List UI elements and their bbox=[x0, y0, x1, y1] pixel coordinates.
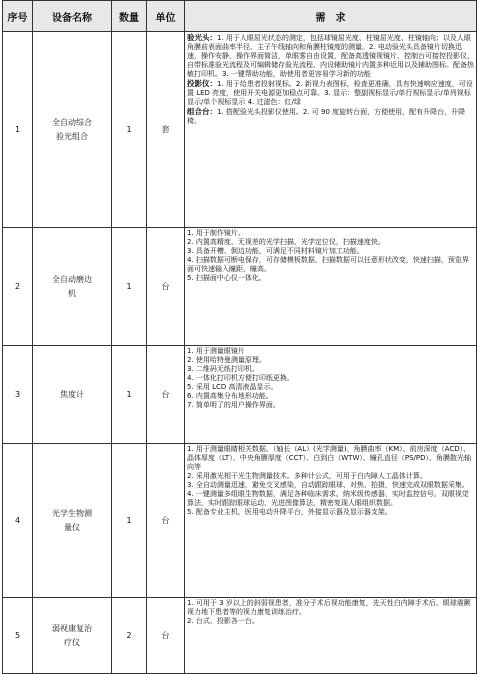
requirement-item: 4. 一键测量多组眼生物数据，满足各种临床需求。纳米级传感器，实时监控信号。双眼视觉算法，实时跟踪眼球运动，光进图像算法，精密复现人眼组织数据。 bbox=[187, 490, 469, 507]
unit: 台 bbox=[147, 346, 185, 444]
requirement-item: 3. 二维码无纸打印机。 bbox=[187, 365, 259, 373]
requirement-item: 6. 内置高集分布地形功能。 bbox=[187, 392, 273, 400]
requirement-item: 2. 内置高精度、无视差的光学扫描、光学定位仪，扫描速度快。 bbox=[187, 238, 385, 246]
requirement-item: 1. 用于测量眼睛相关数据。（轴长（AL）(光学测量)、角膜曲率（KM）、前房深度（ACD）、晶体厚度（LT）、中央角膜厚度（CCT）、白到白（WTW）、瞳孔直径（PS/PD）、角膜散光轴向等 bbox=[187, 445, 472, 471]
device-name-line: 疗仪 bbox=[64, 637, 80, 647]
section-label: 验光头： bbox=[187, 33, 217, 42]
section-text: 1. 用于人眼屈光状态的测定，包括球镜屈光度、柱镜屈光度、柱镜轴向；以及人眼角膜前表面曲率半径、主子午线轴向和角膜柱镜度的测量。2. 电动验光头具备镜片切换迅速，操作安静，操作界面简洁，单眼雾自由设置，配备高透镜视镜片，控制台可接控投影仪，自带标准验光流程及可编辑储存验光流程、内设辅助镜片内置多种近用以及辅助图标。配备热敏打印机。3. 一键帮助功能，助使用者更容易学习新的功能 bbox=[187, 34, 474, 78]
requirement-item: 1. 可用于 3 岁以上的斜弱视患者，准分子术后视功能康复，先天性白内障手术后、眼球震颤视力地下患者等的视力康复训练治疗。 bbox=[187, 599, 471, 616]
row-number: 3 bbox=[3, 346, 33, 444]
requirement-item: 1. 用于制作镜片。 bbox=[187, 229, 245, 237]
requirement-item: 2. 采用激光相干光生物测量技术。多种计公式，可用于白内障人工晶体计算。 bbox=[187, 472, 427, 480]
unit: 套 bbox=[147, 32, 185, 228]
requirement-item: 7. 简单明了的用户操作界面。 bbox=[187, 401, 280, 409]
header-no: 序号 bbox=[3, 1, 33, 32]
header-requirements: 需 求 bbox=[185, 1, 477, 32]
unit: 台 bbox=[147, 598, 185, 674]
equipment-table bbox=[2, 0, 477, 674]
requirement-item: 4. 扫描数据可断电保存，可存储模板数据，扫描数据可以任意形状改变，快速扫描，预览界面可快速输入瞳距、瞳高。 bbox=[187, 256, 469, 273]
requirement-section bbox=[187, 107, 474, 126]
requirement-item: 5. 采用 LCD 高清液晶显示。 bbox=[187, 383, 278, 391]
device-name-line: 验光组合 bbox=[56, 131, 88, 141]
row-number: 5 bbox=[3, 598, 33, 674]
requirement-item: 3. 具备开槽、倒边功能，可满足不同材料镜片加工功能。 bbox=[187, 247, 364, 255]
section-label: 投影仪： bbox=[187, 79, 217, 88]
device-name bbox=[33, 444, 112, 598]
requirements bbox=[185, 346, 477, 444]
header-unit: 单位 bbox=[147, 1, 185, 32]
device-name bbox=[33, 32, 112, 228]
section-text: 1. 搭配验光头投影仪使用。2. 可 90 度旋转台面，方便使用，配有升降台，升降椅。 bbox=[187, 108, 466, 125]
requirement-section bbox=[187, 79, 474, 107]
table-row bbox=[3, 32, 477, 228]
requirement-item: 5. 扫描面中心仪一体化。 bbox=[187, 274, 266, 282]
requirement-item: 1. 用于测量眼镜片 bbox=[187, 347, 245, 355]
device-name-line: 量仪 bbox=[64, 522, 80, 532]
section-label: 组合台： bbox=[187, 107, 217, 116]
device-name-line: 焦度计 bbox=[60, 389, 84, 399]
row-number: 2 bbox=[3, 228, 33, 346]
device-name bbox=[33, 598, 112, 674]
quantity: 1 bbox=[112, 32, 147, 228]
table-row bbox=[3, 444, 477, 598]
quantity: 2 bbox=[112, 598, 147, 674]
unit: 台 bbox=[147, 444, 185, 598]
header-row bbox=[3, 1, 477, 32]
section-text: 1. 用于给患者投射视标。2. 新视力表图标，检查更准确，具有快速响应速度，可设置 LED 亮度，使用开关电源更加稳点可靠。3. 显示：整副视标显示/单行视标显示/单列视标显示/单个视标显示 4. 过滤色：红/绿 bbox=[187, 80, 473, 106]
table-row bbox=[3, 598, 477, 674]
header-qty: 数量 bbox=[112, 1, 147, 32]
device-name-line: 光学生物测 bbox=[52, 508, 92, 518]
unit: 台 bbox=[147, 228, 185, 346]
requirement-item: 4. 一体化打印机方便打印纸更换。 bbox=[187, 374, 294, 382]
requirement-section bbox=[187, 33, 474, 79]
row-number: 1 bbox=[3, 32, 33, 228]
requirement-item: 5. 配备专业主机，医用电动升降平台，外接显示器及显示器支架。 bbox=[187, 508, 392, 516]
requirements bbox=[185, 228, 477, 346]
device-name-line: 全自动磨边 bbox=[52, 274, 92, 284]
requirements bbox=[185, 598, 477, 674]
quantity: 1 bbox=[112, 444, 147, 598]
requirement-item: 3. 全自动测量迅速，避免交叉感染，自动跟踪眼球、对焦、拍摄，快速完成双眼数据采集。 bbox=[187, 481, 469, 489]
table-body bbox=[3, 32, 477, 674]
device-name bbox=[33, 228, 112, 346]
device-name-line: 弱视康复治 bbox=[52, 623, 92, 633]
table-row bbox=[3, 228, 477, 346]
table-row bbox=[3, 346, 477, 444]
requirement-item: 2. 使用哈特曼测量原理。 bbox=[187, 356, 266, 364]
device-name bbox=[33, 346, 112, 444]
device-name-line: 全自动综合 bbox=[52, 117, 92, 127]
requirements bbox=[185, 444, 477, 598]
quantity: 1 bbox=[112, 346, 147, 444]
header-name: 设备名称 bbox=[33, 1, 112, 32]
requirements bbox=[185, 32, 477, 228]
row-number: 4 bbox=[3, 444, 33, 598]
quantity: 1 bbox=[112, 228, 147, 346]
requirement-item: 2. 台式、投影各一台。 bbox=[187, 617, 259, 625]
device-name-line: 机 bbox=[68, 288, 76, 298]
